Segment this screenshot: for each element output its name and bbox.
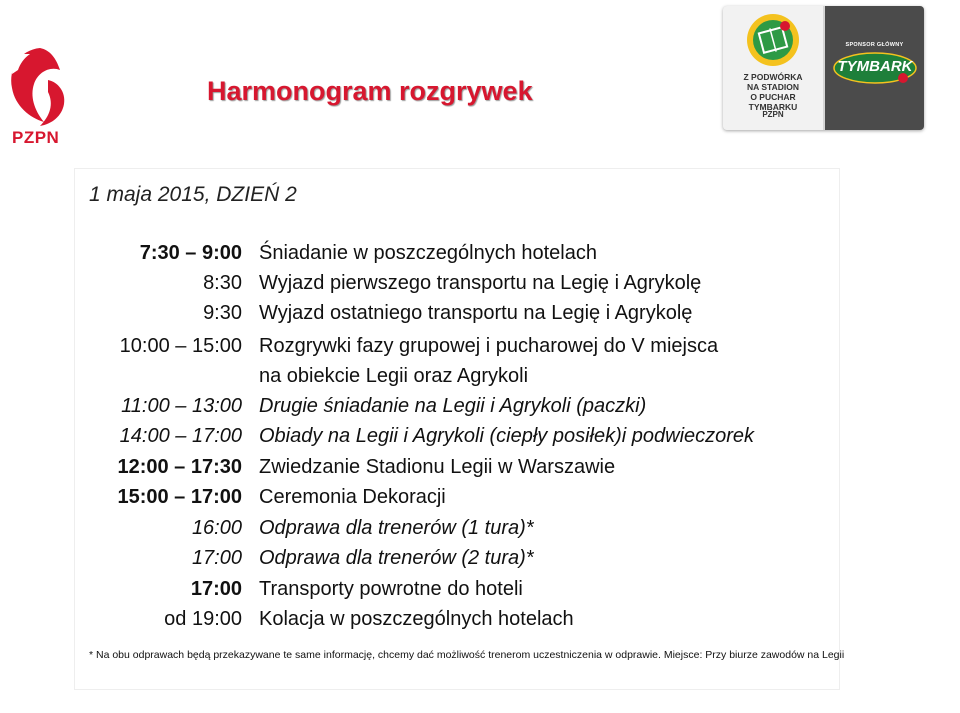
- sponsor-panel: [825, 6, 924, 130]
- schedule-desc: Śniadanie w poszczególnych hotelach: [259, 242, 597, 264]
- cup-name-line2: NA STADION: [747, 82, 799, 92]
- schedule-time: 9:30: [203, 302, 242, 324]
- schedule-time: 17:00: [190, 578, 242, 600]
- date-heading: 1 maja 2015, DZIEŃ 2: [89, 183, 297, 206]
- schedule-time: 16:00: [191, 517, 242, 539]
- football-pitch-icon: [745, 12, 801, 68]
- schedule-time: 7:30 – 9:00: [139, 242, 242, 264]
- schedule-desc: Odprawa dla trenerów (2 tura)*: [259, 547, 534, 569]
- schedule-desc: na obiekcie Legii oraz Agrykoli: [259, 365, 529, 387]
- schedule-row: [0, 547, 960, 577]
- sponsor-badge: [723, 6, 924, 130]
- schedule-row: [0, 608, 960, 638]
- sponsor-label: SPONSOR GŁÓWNY: [845, 42, 904, 48]
- schedule-row: [0, 335, 960, 365]
- schedule-time: 12:00 – 17:30: [117, 456, 242, 478]
- schedule-time: 17:00: [191, 547, 242, 569]
- page-title: Harmonogram rozgrywek: [207, 76, 533, 106]
- schedule-row: [0, 395, 960, 425]
- schedule-desc: Ceremonia Dekoracji: [259, 486, 446, 508]
- cup-name-line3: O PUCHAR TYMBARKU: [748, 92, 798, 112]
- schedule-row: [0, 302, 960, 332]
- schedule-row: [0, 456, 960, 486]
- cup-name-line1: Z PODWÓRKA: [743, 72, 803, 82]
- schedule-row: [0, 425, 960, 455]
- cup-pzpn-label: PZPN: [762, 110, 784, 119]
- schedule-time: 11:00 – 13:00: [121, 395, 242, 417]
- schedule-row: [0, 486, 960, 516]
- schedule-time: od 19:00: [164, 608, 242, 630]
- schedule-desc: Zwiedzanie Stadionu Legii w Warszawie: [259, 456, 616, 478]
- footnote: * Na obu odprawach będą przekazywane te same informację, chcemy dać możliwość trenerom uczestniczenia w odprawie. Miejsce: Przy biurze zawodów na Legii: [89, 649, 845, 661]
- schedule-desc: Obiady na Legii i Agrykoli (ciepły posiłek)i podwieczorek: [259, 425, 755, 447]
- schedule-time: 15:00 – 17:00: [117, 486, 242, 508]
- schedule-time: 14:00 – 17:00: [119, 425, 242, 447]
- schedule-desc: Wyjazd pierwszego transportu na Legię i Agrykolę: [259, 272, 702, 294]
- schedule-row: [0, 272, 960, 302]
- schedule-row: [0, 242, 960, 272]
- schedule-desc: Odprawa dla trenerów (1 tura)*: [259, 517, 534, 539]
- schedule-desc: Drugie śniadanie na Legii i Agrykoli (paczki): [259, 395, 647, 417]
- schedule-time: 10:00 – 15:00: [119, 335, 242, 357]
- schedule-row: [0, 517, 960, 547]
- schedule-desc: Wyjazd ostatniego transportu na Legię i Agrykolę: [259, 302, 693, 324]
- schedule-desc: Kolacja w poszczególnych hotelach: [259, 608, 574, 630]
- schedule-row: [0, 578, 960, 608]
- pzpn-logo-text: PZPN: [12, 128, 60, 147]
- schedule-time: 8:30: [203, 272, 242, 294]
- cup-logo-panel: [723, 6, 823, 130]
- schedule-desc: Transporty powrotne do hoteli: [259, 578, 523, 600]
- schedule-desc: Rozgrywki fazy grupowej i pucharowej do V miejsca: [259, 335, 719, 357]
- schedule-row: [0, 365, 960, 395]
- tymbark-brand: TYMBARK: [837, 58, 913, 75]
